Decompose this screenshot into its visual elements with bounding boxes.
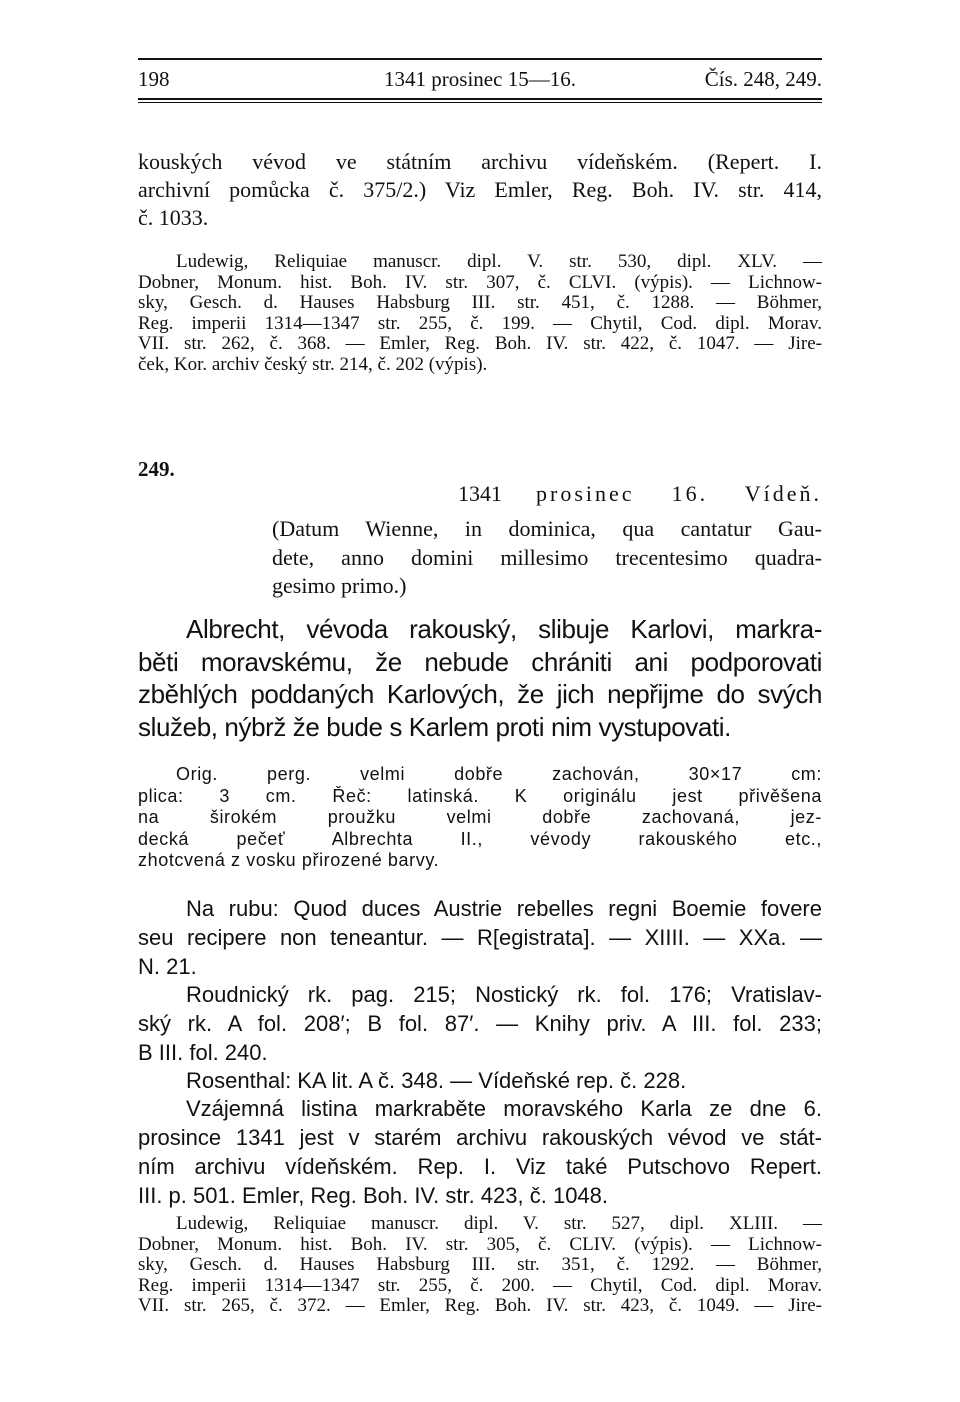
- text-line: VII. str. 265, č. 372. — Emler, Reg. Boh. IV. str. 423, č. 1049. — Jire-: [138, 1296, 822, 1317]
- text-line: Orig. perg. velmi dobře zachován, 30×17 cm:: [176, 764, 822, 784]
- header-rule-bottom: [138, 98, 822, 100]
- text-line: decká pečeť Albrechta II., vévody rakouského etc.,: [138, 828, 822, 849]
- previous-entry-continuation: [138, 148, 822, 232]
- previous-entry-literature: [138, 252, 822, 376]
- entry-datum-clause: [272, 515, 822, 601]
- text-line: č. 1033.: [138, 205, 209, 230]
- text-line: ský rk. A fol. 208′; B fol. 87′. — Knihy priv. A III. fol. 233;: [138, 1011, 822, 1036]
- text-line: služeb, nýbrž že bude s Karlem proti nim vystupovati.: [138, 711, 731, 742]
- text-line: (Datum Wienne, in dominica, qua cantatur Gau-: [272, 516, 822, 541]
- entry-date-place: prosinec 16. Vídeň.: [536, 481, 822, 506]
- text-line: archivní pomůcka č. 375/2.) Viz Emler, Reg. Boh. IV. str. 414,: [138, 177, 822, 202]
- entry-literature: [138, 1214, 822, 1317]
- text-line: VII. str. 262, č. 368. — Emler, Reg. Boh. IV. str. 422, č. 1047. — Jire-: [138, 334, 822, 355]
- entry-dorsal-note: [138, 894, 822, 981]
- text-line: kouských vévod ve státním archivu vídeňském. (Repert. I.: [138, 149, 822, 174]
- text-line: Reg. imperii 1314—1347 str. 255, č. 200. — Chytil, Cod. dipl. Morav.: [138, 1275, 822, 1296]
- entry-counterpart-note: [138, 1094, 822, 1210]
- running-header: [138, 66, 822, 92]
- header-rule-top: [138, 58, 822, 60]
- header-document-numbers: Čís. 248, 249.: [704, 67, 822, 91]
- text-line: zhotcvená z vosku přirozené barvy.: [138, 850, 440, 871]
- text-line: zběhlých poddaných Karlových, že jich nepřijme do svých: [138, 679, 822, 709]
- text-line: Rosenthal: KA lit. A č. 348. — Vídeňské rep. č. 228.: [186, 1068, 687, 1093]
- text-line: Dobner, Monum. hist. Boh. IV. str. 307, č. CLVI. (výpis). — Lichnow-: [138, 272, 822, 293]
- text-line: sky, Gesch. d. Hauses Habsburg III. str. 351, č. 1292. — Böhmer,: [138, 1255, 822, 1276]
- entry-copies: [138, 980, 822, 1067]
- text-line: plica: 3 cm. Řeč: latinská. K originálu jest přivěšena: [138, 785, 822, 806]
- text-line: dete, anno domini millesimo trecentesimo quadra-: [272, 544, 822, 570]
- text-line: III. p. 501. Emler, Reg. Boh. IV. str. 423, č. 1048.: [138, 1183, 609, 1208]
- header-rule-bottom-thin: [138, 102, 822, 103]
- text-line: ček, Kor. archiv český str. 214, č. 202 (výpis).: [138, 354, 488, 375]
- text-line: gesimo primo.): [272, 573, 407, 598]
- text-line: běti moravskému, že nebude chrániti ani podporovati: [138, 646, 822, 677]
- text-line: N. 21.: [138, 954, 197, 979]
- text-line: Dobner, Monum. hist. Boh. IV. str. 305, č. CLIV. (výpis). — Lichnow-: [138, 1234, 822, 1255]
- entry-original-description: [138, 764, 822, 872]
- text-line: sky, Gesch. d. Hauses Habsburg III. str. 451, č. 1288. — Böhmer,: [138, 293, 822, 314]
- entry-date-year: 1341: [458, 481, 502, 506]
- entry-dateline: [458, 480, 822, 508]
- entry-number: 249.: [138, 457, 175, 481]
- text-line: Ludewig, Reliquiae manuscr. dipl. V. str. 527, dipl. XLIII. —: [176, 1214, 822, 1234]
- entry-rosenthal: [138, 1066, 822, 1095]
- text-line: Vzájemná listina markraběte moravského Karla ze dne 6.: [186, 1096, 822, 1121]
- text-line: ním archivu vídeňském. Rep. I. Viz také Putschovo Repert.: [138, 1154, 822, 1179]
- text-line: Roudnický rk. pag. 215; Nostický rk. fol. 176; Vratislav-: [186, 982, 822, 1007]
- text-line: seu recipere non teneantur. — R[egistrata]. — XIIII. — XXa. —: [138, 925, 822, 950]
- text-line: Na rubu: Quod duces Austrie rebelles regni Boemie fovere: [186, 896, 822, 921]
- text-line: B III. fol. 240.: [138, 1040, 268, 1065]
- text-line: Ludewig, Reliquiae manuscr. dipl. V. str. 530, dipl. XLV. —: [176, 252, 822, 272]
- page-number: 198: [138, 67, 170, 91]
- text-line: prosince 1341 jest v starém archivu rakouských vévod ve stát-: [138, 1125, 822, 1150]
- entry-regest: [138, 613, 822, 743]
- text-line: Albrecht, vévoda rakouský, slibuje Karlovi, markra-: [186, 614, 822, 644]
- text-line: na širokém proužku velmi dobře zachovaná, jez-: [138, 807, 822, 828]
- text-line: Reg. imperii 1314—1347 str. 255, č. 199. — Chytil, Cod. dipl. Morav.: [138, 313, 822, 334]
- header-date: 1341 prosinec 15—16.: [384, 67, 576, 91]
